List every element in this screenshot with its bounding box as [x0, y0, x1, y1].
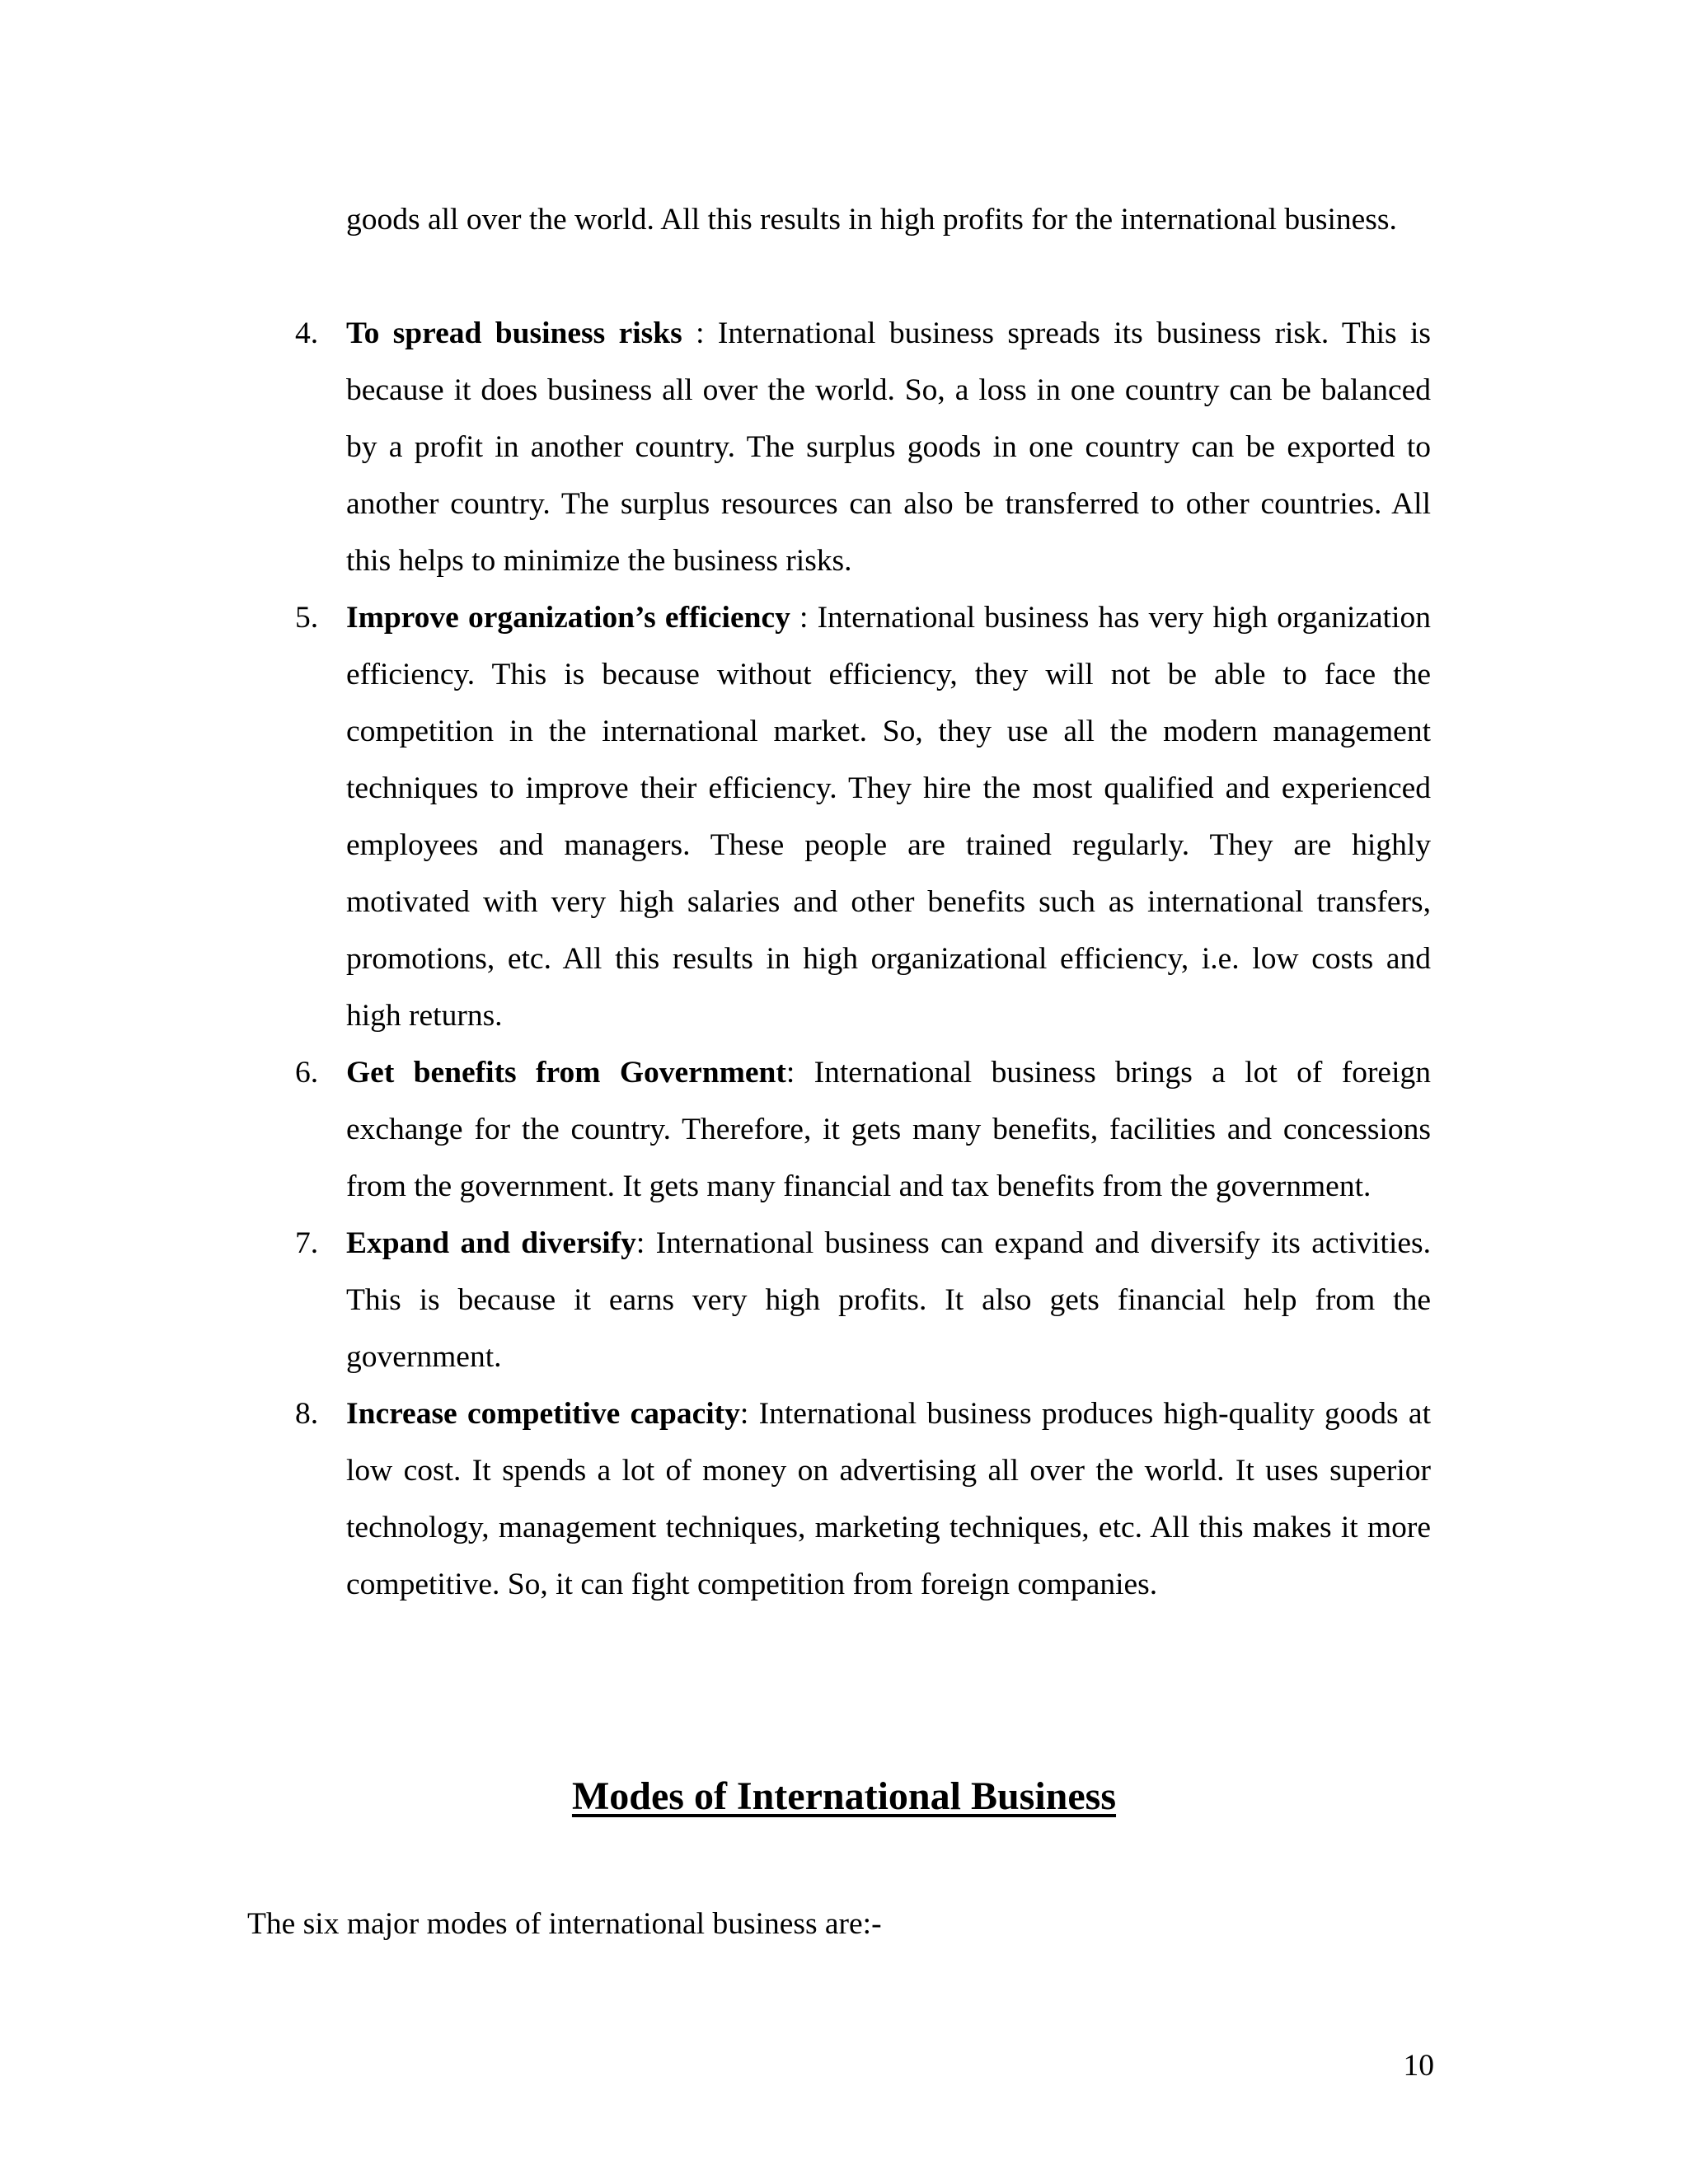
continuation-paragraph: goods all over the world. All this results in high profits for the international business. [346, 203, 1397, 237]
list-item-number: 5. [295, 601, 319, 635]
list-item-text: : International business spreads its business risk. This is because it does business all over the world. So, a loss in one country can be balanced by a profit in another country. The surplus goods in one country can be exported to another country. The surplus resources can also be transferred to other countries. All this helps to minimize the business risks. [346, 316, 1431, 578]
list-item [0, 305, 1688, 589]
list-item-title: Increase competitive capacity [346, 1397, 740, 1431]
intro-paragraph: The six major modes of international business are:- [247, 1907, 882, 1941]
list-item-title: Expand and diversify [346, 1226, 636, 1260]
list-item-body [346, 305, 1431, 589]
page-number: 10 [1403, 2049, 1434, 2083]
list-item-text: : International business can expand and diversify its activities. This is because it earns very high profits. It also gets financial help from the government. [346, 1226, 1431, 1374]
list-item-text: : International business produces high-quality goods at low cost. It spends a lot of money on advertising all over the world. It uses superior technology, management techniques, marketing techniques, etc. All this makes it more competitive. So, it can fight competition from foreign companies. [346, 1397, 1431, 1601]
list-item-text: : International business has very high organization efficiency. This is because without efficiency, they will not be able to face the competition in the international market. So, they use all the modern management techniques to improve their efficiency. They hire the most qualified and experienced employees and managers. These people are trained regularly. They are highly motivated with very high salaries and other benefits such as international transfers, promotions, etc. All this results in high organizational efficiency, i.e. low costs and high returns. [346, 601, 1432, 1033]
list-item-title: To spread business risks [346, 316, 682, 350]
list-item-text: : International business brings a lot of foreign exchange for the country. Therefore, it gets many benefits, facilities and concessions from the government. It gets many financial and tax benefits from the government. [346, 1056, 1431, 1203]
list-item [0, 1044, 1688, 1215]
list-item [0, 1385, 1688, 1613]
benefits-list [0, 305, 1688, 1613]
list-item-title: Get benefits from Government [346, 1056, 786, 1090]
list-item-number: 6. [295, 1056, 319, 1090]
section-heading: Modes of International Business [571, 1774, 1117, 1818]
list-item-number: 8. [295, 1397, 319, 1431]
list-item-body [346, 1215, 1431, 1385]
list-item-body [346, 589, 1431, 1044]
list-item-number: 4. [295, 316, 319, 350]
list-item-body [346, 1385, 1431, 1613]
list-item-title: Improve organization’s efficiency [346, 601, 790, 635]
list-item-body [346, 1044, 1431, 1215]
list-item-number: 7. [295, 1226, 319, 1260]
list-item [0, 1215, 1688, 1385]
list-item [0, 589, 1688, 1044]
